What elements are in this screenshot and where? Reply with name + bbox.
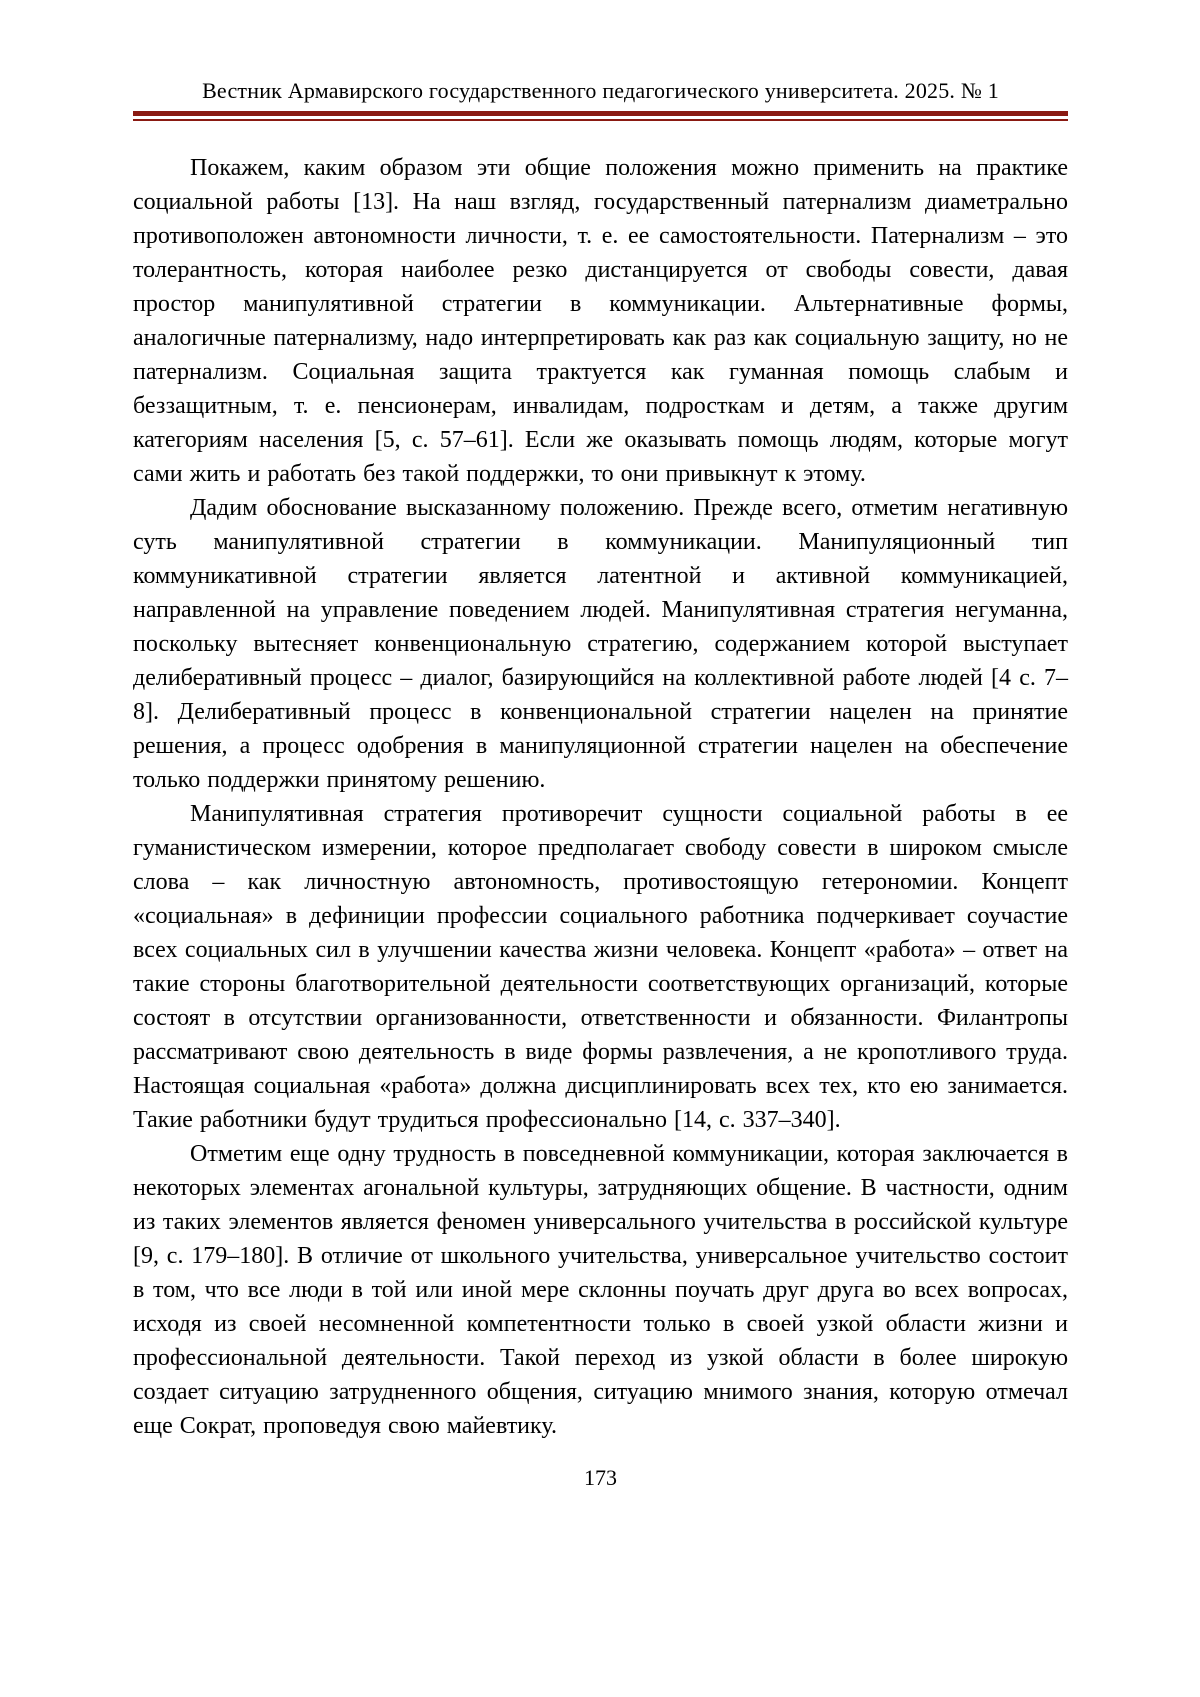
page-footer	[133, 1465, 1068, 1491]
page-number: 173	[584, 1465, 617, 1490]
page-header	[133, 78, 1068, 121]
paragraph-2: Дадим обоснование высказанному положению. Прежде всего, отметим негативную суть манипулятивной стратегии в коммуникации. Манипуляционный тип коммуникативной стратегии является латентной и активной коммуникацией, направленной на управление поведением людей. Манипулятивная стратегия негуманна, поскольку вытесняет конвенциональную стратегию, содержанием которой выступает делиберативный процесс – диалог, базирующийся на коллективной работе людей [4 с. 7–8]. Делиберативный процесс в конвенциональной стратегии нацелен на принятие решения, а процесс одобрения в манипуляционной стратегии нацелен на обеспечение только поддержки принятому решению.	[133, 495, 1068, 793]
paragraph-1: Покажем, каким образом эти общие положения можно применить на практике социальной работы [13]. На наш взгляд, государственный патернализм диаметрально противоположен автономности личности, т. е. ее самостоятельности. Патернализм – это толерантность, которая наиболее резко дистанцируется от свободы совести, давая простор манипулятивной стратегии в коммуникации. Альтернативные формы, аналогичные патернализму, надо интерпретировать как раз как социальную защиту, но не патернализм. Социальная защита трактуется как гуманная помощь слабым и беззащитным, т. е. пенсионерам, инвалидам, подросткам и детям, а также другим категориям населения [5, с. 57–61]. Если же оказывать помощь людям, которые могут сами жить и работать без такой поддержки, то они привыкнут к этому.	[133, 155, 1068, 487]
journal-title-running-head: Вестник Армавирского государственного педагогического университета. 2025. № 1	[202, 78, 999, 103]
paragraph-3: Манипулятивная стратегия противоречит сущности социальной работы в ее гуманистическом измерении, которое предполагает свободу совести в широком смысле слова – как личностную автономность, противостоящую гетерономии. Концепт «социальная» в дефиниции профессии социального работника подчеркивает соучастие всех социальных сил в улучшении качества жизни человека. Концепт «работа» – ответ на такие стороны благотворительной деятельности соответствующих организаций, которые состоят в отсутствии организованности, ответственности и обязанности. Филантропы рассматривают свою деятельность в виде формы развлечения, а не кропотливого труда. Настоящая социальная «работа» должна дисциплинировать всех тех, кто ею занимается. Такие работники будут трудиться профессионально [14, с. 337–340].	[133, 801, 1068, 1133]
article-body	[133, 151, 1068, 1443]
header-rule	[133, 111, 1068, 121]
paragraph-4: Отметим еще одну трудность в повседневной коммуникации, которая заключается в некоторых элементах агональной культуры, затрудняющих общение. В частности, одним из таких элементов является феномен универсального учительства в российской культуре [9, с. 179–180]. В отличие от школьного учительства, универсальное учительство состоит в том, что все люди в той или иной мере склонны поучать друг друга во всех вопросах, исходя из своей несомненной компетентности только в своей узкой области жизни и профессиональной деятельности. Такой переход из узкой области в более широкую создает ситуацию затрудненного общения, ситуацию мнимого знания, которую отмечал еще Сократ, проповедуя свою майевтику.	[133, 1141, 1068, 1439]
